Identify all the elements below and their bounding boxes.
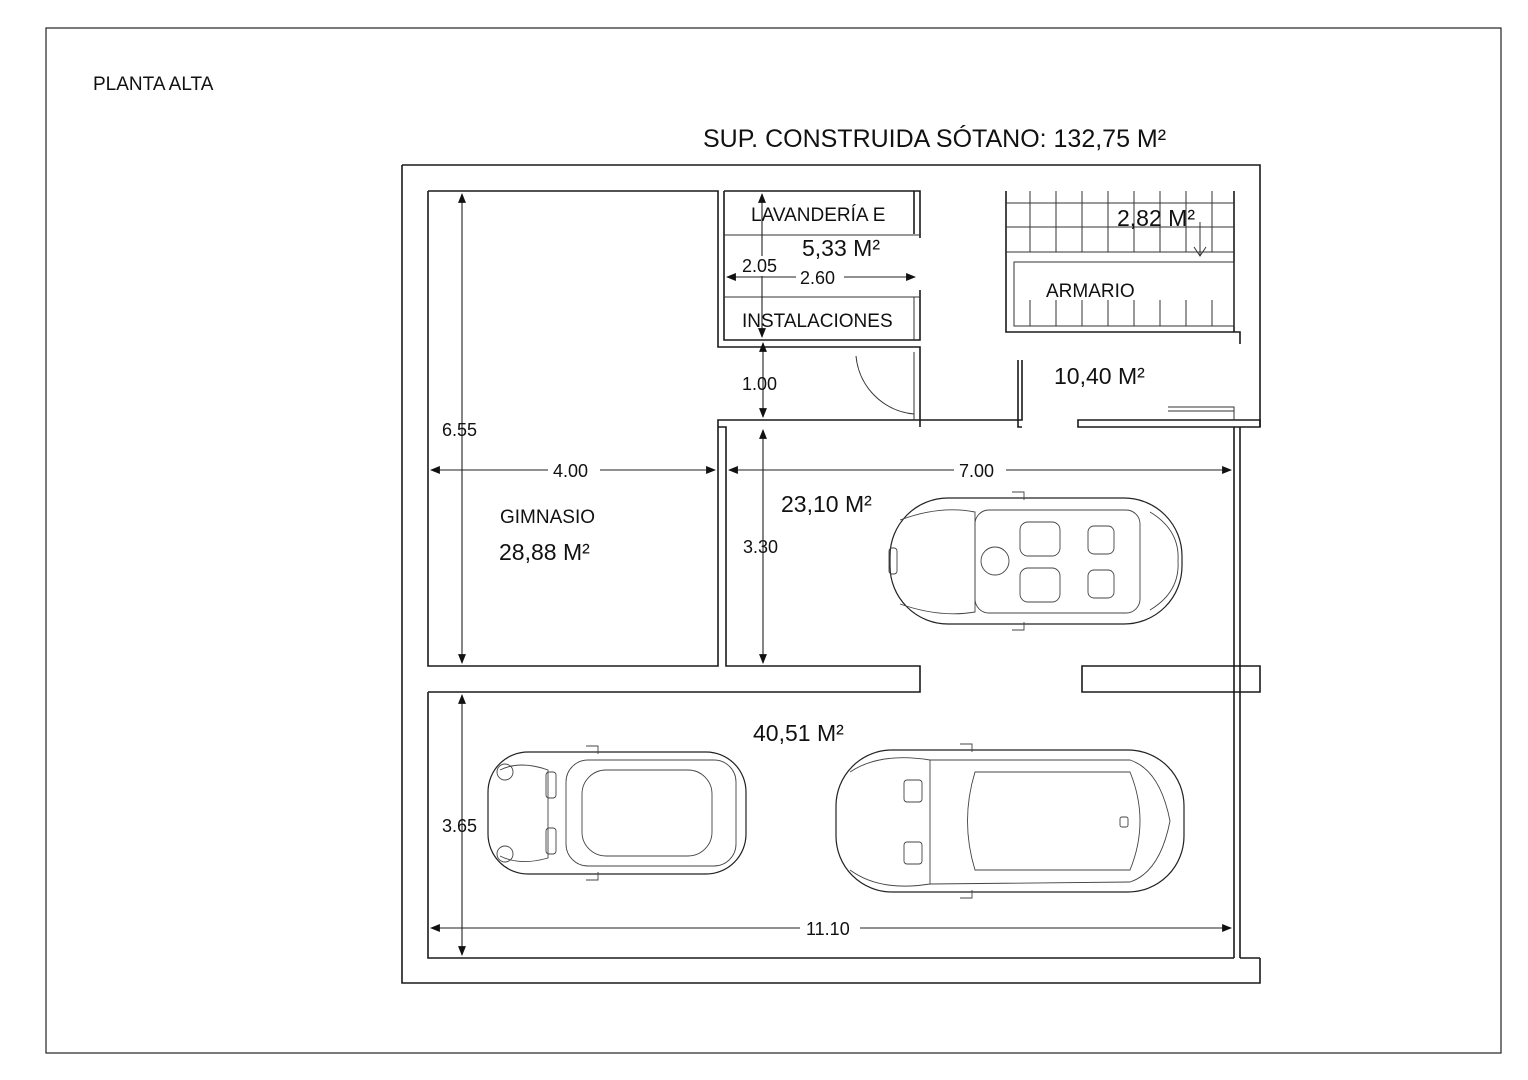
dim-gym-height: 6.55 xyxy=(442,420,478,440)
room-closet-name: ARMARIO xyxy=(1046,281,1135,302)
dim-gym-width: 4.00 xyxy=(553,461,589,481)
room-gym-name: GIMNASIO xyxy=(500,507,596,528)
dim-garage-upper-height: 3.30 xyxy=(743,537,779,557)
room-installations-name: INSTALACIONES xyxy=(742,311,893,332)
dim-total-width: 11.10 xyxy=(806,919,850,939)
room-hall-area: 10,40 M² xyxy=(1054,363,1145,389)
level-label: PLANTA ALTA xyxy=(93,74,214,95)
room-garage-lower-area: 40,51 M² xyxy=(753,720,844,746)
dim-garage-width: 7.00 xyxy=(959,461,995,481)
car-topview-icon xyxy=(488,746,746,880)
room-garage-upper-area: 23,10 M² xyxy=(781,491,872,517)
room-gym-area: 28,88 M² xyxy=(499,539,590,565)
room-laundry-name: LAVANDERÍA E xyxy=(751,205,886,226)
plan-title: SUP. CONSTRUIDA SÓTANO: 132,75 M² xyxy=(703,125,1167,153)
room-stairs-area: 2,82 M² xyxy=(1117,205,1195,231)
room-laundry-area: 5,33 M² xyxy=(802,235,880,261)
car-topview-icon xyxy=(889,492,1182,630)
dim-laundry-width: 2.60 xyxy=(800,268,836,288)
car-topview-icon xyxy=(836,744,1184,898)
dim-door-gap: 1.00 xyxy=(742,374,778,394)
door-swing-icon xyxy=(856,352,914,420)
dim-garage-lower-height: 3.65 xyxy=(442,816,478,836)
dim-laundry-height: 2.05 xyxy=(742,256,778,276)
